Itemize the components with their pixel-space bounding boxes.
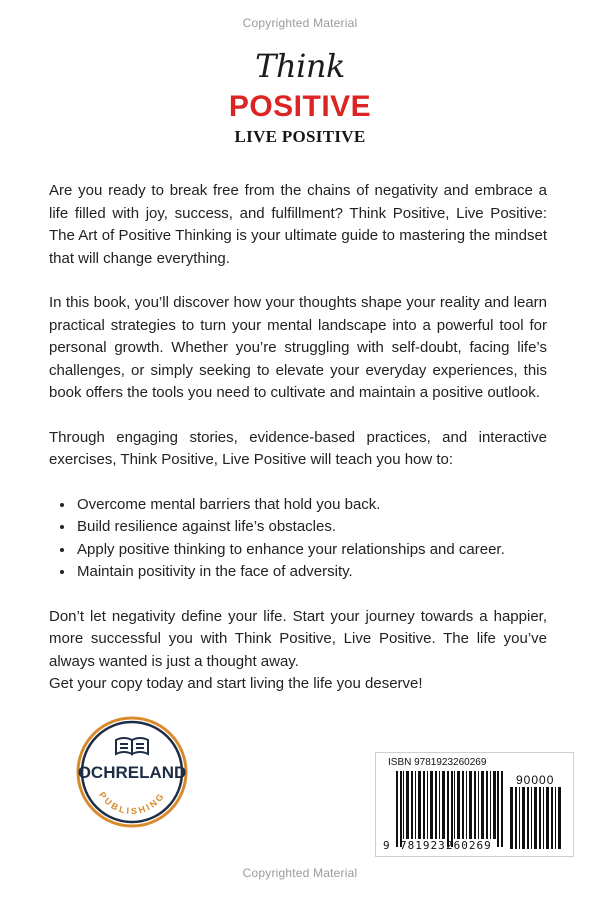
- book-title: [0, 46, 600, 148]
- blurb-paragraph-3: Through engaging stories, evidence-based practices, and interactive exercises, Think Positive, Live Positive will teach you how to:: [49, 428, 547, 468]
- barcode-digits-right: 260269: [446, 839, 492, 852]
- blurb-paragraph-2: In this book, you’ll discover how your thoughts shape your reality and learn practical strategies to turn your mental landscape into a powerful tool for personal growth. Whether you’re struggling with self-doubt, facing life’s challenges, or simply seeking to elevate your everyday experiences, this book offers the tools you need to cultivate and maintain a positive outlook.: [49, 294, 547, 401]
- list-item: • Build resilience against life’s obstacles.: [75, 516, 547, 539]
- publisher-subtitle: PUBLISHING: [96, 789, 168, 817]
- title-positive: POSITIVE: [228, 90, 372, 123]
- list-item: • Overcome mental barriers that hold you back.: [75, 494, 547, 517]
- price-code: 90000: [516, 773, 555, 787]
- barcode-digits-left: 781923: [400, 839, 446, 852]
- isbn-number: ISBN 9781923260269: [388, 757, 487, 768]
- benefits-list: [49, 494, 547, 584]
- title-think: Think: [255, 47, 345, 85]
- blurb-paragraph-1: Are you ready to break free from the chains of negativity and embrace a life filled with joy, success, and fulfillment? Think Positive, Live Positive: The Art of Positive Thinking is your ultimate guide to mastering the mindset that will change everything.: [49, 182, 547, 267]
- barcode-digit-prefix: 9: [383, 839, 391, 852]
- list-item: • Maintain positivity in the face of adversity.: [75, 561, 547, 584]
- isbn-barcode: [375, 752, 574, 857]
- list-item: • Apply positive thinking to enhance your relationships and career.: [75, 539, 547, 562]
- back-cover-blurb: [49, 180, 547, 718]
- copyright-watermark-bottom: Copyrighted Material: [242, 866, 358, 880]
- publisher-name: OCHRELAND: [77, 763, 187, 782]
- blurb-paragraph-4: Don’t let negativity define your life. Start your journey towards a happier, more successful you with Think Positive, Live Positive. The life you’ve always wanted is just a thought away.: [49, 607, 547, 670]
- title-live-positive: LIVE POSITIVE: [234, 127, 366, 146]
- copyright-watermark-top: Copyrighted Material: [242, 16, 358, 30]
- blurb-call-to-action: Get your copy today and start living the life you deserve!: [49, 675, 423, 692]
- publisher-logo: [76, 716, 188, 828]
